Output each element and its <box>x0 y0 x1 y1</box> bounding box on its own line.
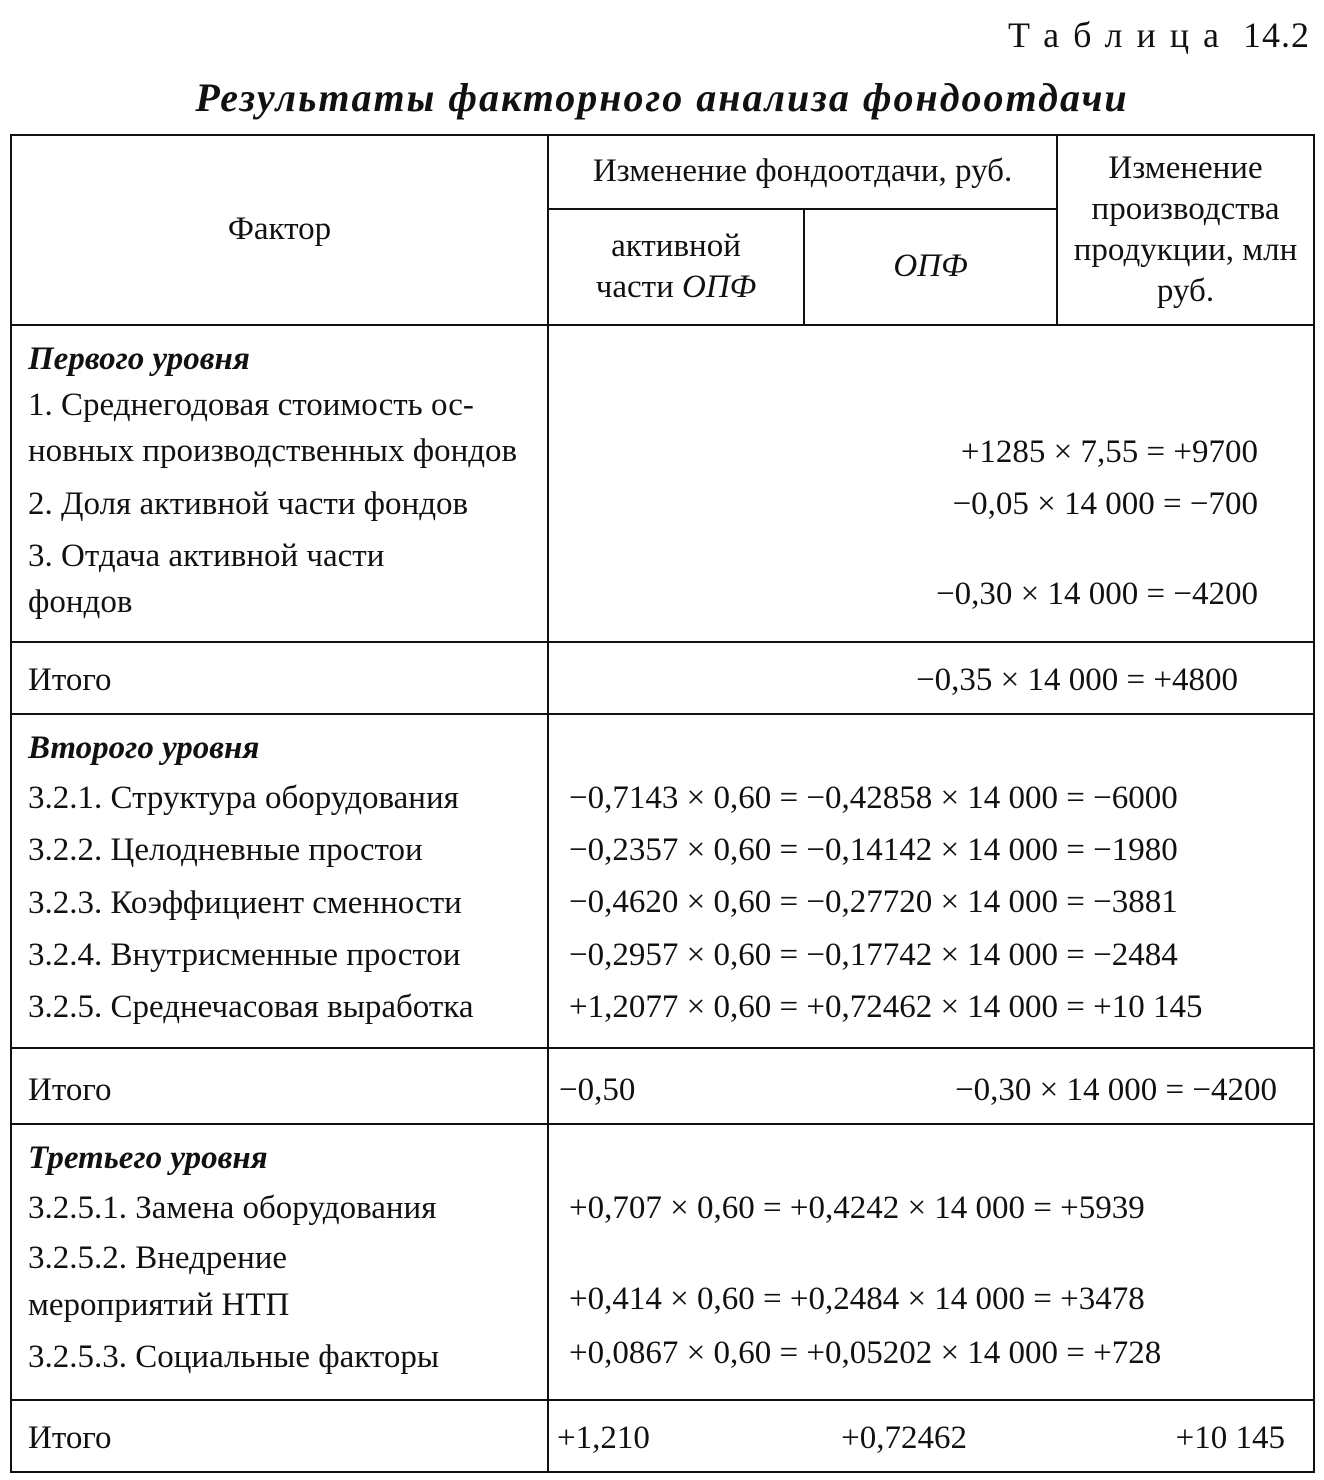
level2-total-label: Итого <box>11 1048 548 1124</box>
factor-analysis-table <box>10 134 1315 1473</box>
level2-total-row <box>11 1048 1314 1124</box>
level3-total-production: +10 145 <box>1175 1420 1286 1456</box>
level2-total-active: −0,50 <box>559 1072 636 1108</box>
level1-factors <box>11 325 548 642</box>
header-active-line2 <box>549 267 803 308</box>
header-active-part <box>548 209 804 325</box>
level2-item1-value: −0,7143 × 0,60 = −0,42858 × 14 000 = −6000 <box>569 780 1178 816</box>
header-active-line1: активной <box>611 227 741 264</box>
level1-title: Первого уровня <box>28 341 250 377</box>
level3-item2-line1: 3.2.5.2. Внедрение <box>28 1240 288 1277</box>
level3-item1: 3.2.5.1. Замена оборудования <box>28 1190 437 1227</box>
level3-values <box>548 1124 1314 1400</box>
level2-item5: 3.2.5. Среднечасовая выработка <box>28 988 474 1025</box>
level3-factors <box>11 1124 548 1400</box>
level2-total-rest: −0,30 × 14 000 = −4200 <box>955 1072 1278 1108</box>
level2-item4-value: −0,2957 × 0,60 = −0,17742 × 14 000 = −2484 <box>569 936 1178 973</box>
level1-total-row <box>11 642 1314 714</box>
header-change-return: Изменение фондоотдачи, руб. <box>548 135 1057 209</box>
table-number-value: 14.2 <box>1243 15 1310 55</box>
level2-item2-value: −0,2357 × 0,60 = −0,14142 × 14 000 = −1980 <box>569 832 1178 869</box>
level2-values <box>548 714 1314 1048</box>
level3-total-row <box>11 1400 1314 1472</box>
level2-item5-value: +1,2077 × 0,60 = +0,72462 × 14 000 = +10 145 <box>569 988 1203 1025</box>
table-title: Результаты факторного анализа фондоотдачи <box>195 75 1129 120</box>
level3-item2-value: +0,414 × 0,60 = +0,2484 × 14 000 = +3478 <box>569 1281 1145 1318</box>
level2-item3: 3.2.3. Коэффициент сменности <box>28 884 462 921</box>
level1-item2: 2. Доля активной части фондов <box>28 485 469 522</box>
level3-total-opf: +0,72462 <box>841 1420 967 1456</box>
level3-total-active: +1,210 <box>557 1420 650 1456</box>
level3-total-values <box>548 1400 1314 1472</box>
header-opf: ОПФ <box>804 209 1057 325</box>
level3-item3: 3.2.5.3. Социальные факторы <box>28 1338 440 1375</box>
table-number <box>1008 14 1310 56</box>
level3-item3-value: +0,0867 × 0,60 = +0,05202 × 14 000 = +728 <box>569 1335 1162 1372</box>
level3-total-label: Итого <box>11 1400 548 1472</box>
level3-item2-line2: мероприятий НТП <box>28 1286 290 1323</box>
level1-item3-line2: фондов <box>28 583 133 620</box>
level1-item3-value: −0,30 × 14 000 = −4200 <box>936 576 1259 613</box>
header-active-part-word: части <box>595 269 674 305</box>
header-production-change: Изменение производства продукции, млн руб. <box>1057 135 1314 325</box>
level2-total-values <box>548 1048 1314 1124</box>
level1-row <box>11 325 1314 642</box>
level2-item3-value: −0,4620 × 0,60 = −0,27720 × 14 000 = −3881 <box>569 884 1178 921</box>
table-number-prefix: Таблица <box>1008 15 1233 55</box>
header-active-opf: ОПФ <box>682 269 757 305</box>
level1-item1-line1: 1. Среднегодовая стоимость ос- <box>28 387 474 424</box>
level1-total-label: Итого <box>11 642 548 714</box>
level1-values <box>548 325 1314 642</box>
level2-item2: 3.2.2. Целодневные простои <box>28 832 423 869</box>
level1-item1-value: +1285 × 7,55 = +9700 <box>960 434 1259 470</box>
level2-row <box>11 714 1314 1048</box>
level2-item1: 3.2.1. Структура оборудования <box>28 780 459 817</box>
level2-item4: 3.2.4. Внутрисменные простои <box>28 936 461 973</box>
level1-item1-line2: новных производственных фондов <box>28 433 518 470</box>
level2-title: Второго уровня <box>28 730 260 766</box>
header-row-1 <box>11 135 1314 209</box>
level1-item3-line1: 3. Отдача активной части <box>28 537 385 574</box>
level1-item2-value: −0,05 × 14 000 = −700 <box>952 486 1259 523</box>
level3-title: Третьего уровня <box>28 1140 268 1176</box>
level3-item1-value: +0,707 × 0,60 = +0,4242 × 14 000 = +5939 <box>569 1190 1145 1226</box>
level1-total-value: −0,35 × 14 000 = +4800 <box>548 642 1314 714</box>
level3-row <box>11 1124 1314 1400</box>
level2-factors <box>11 714 548 1048</box>
header-factor: Фактор <box>11 135 548 325</box>
